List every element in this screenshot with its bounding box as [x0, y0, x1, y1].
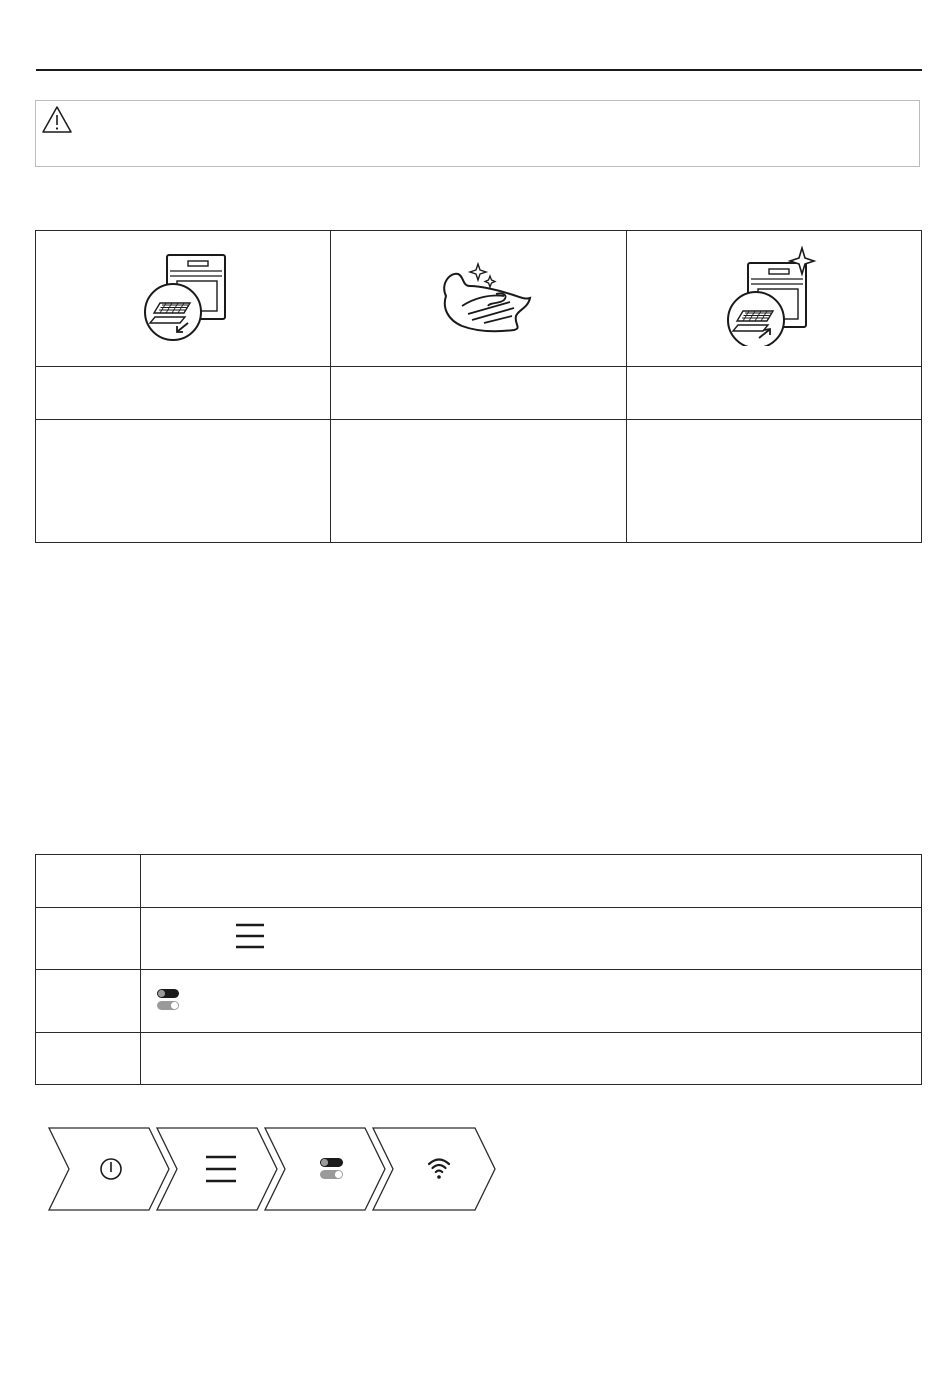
hand-wipe-clean-icon: [418, 246, 538, 346]
step-text: [141, 1033, 922, 1085]
menu-path-breadcrumb: [47, 1126, 499, 1214]
warning-triangle-icon: [41, 105, 73, 135]
step-1-description: [36, 420, 331, 543]
step-number: [36, 970, 141, 1033]
step-text: [141, 908, 922, 970]
step-1-title: [36, 367, 331, 420]
cleaning-steps-table: [35, 230, 922, 543]
table-row: [36, 908, 922, 970]
menu-icon: [235, 922, 265, 950]
step-text: [141, 855, 922, 908]
step-number: [36, 855, 141, 908]
step-3-description: [626, 420, 921, 543]
step-2-description: [331, 420, 626, 543]
step-3-icon-cell: [626, 231, 921, 367]
step-text: [141, 970, 922, 1033]
table-row: [36, 970, 922, 1033]
warning-box: [35, 100, 920, 167]
breadcrumb-step-settings: [265, 1128, 385, 1210]
step-number: [36, 908, 141, 970]
header-rule: [36, 69, 922, 71]
step-number: [36, 1033, 141, 1085]
toggle-settings-icon: [156, 988, 180, 1012]
breadcrumb-step-wifi: [373, 1128, 495, 1210]
table-row: [36, 855, 922, 908]
oven-remove-accessories-icon: [133, 246, 233, 346]
oven-insert-accessories-icon: [724, 246, 824, 346]
step-2-icon-cell: [331, 231, 626, 367]
step-3-title: [626, 367, 921, 420]
breadcrumb-step-power: [49, 1128, 169, 1210]
menu-steps-table: [35, 854, 922, 1085]
step-2-title: [331, 367, 626, 420]
step-1-icon-cell: [36, 231, 331, 367]
table-row: [36, 1033, 922, 1085]
breadcrumb-step-menu: [157, 1128, 277, 1210]
